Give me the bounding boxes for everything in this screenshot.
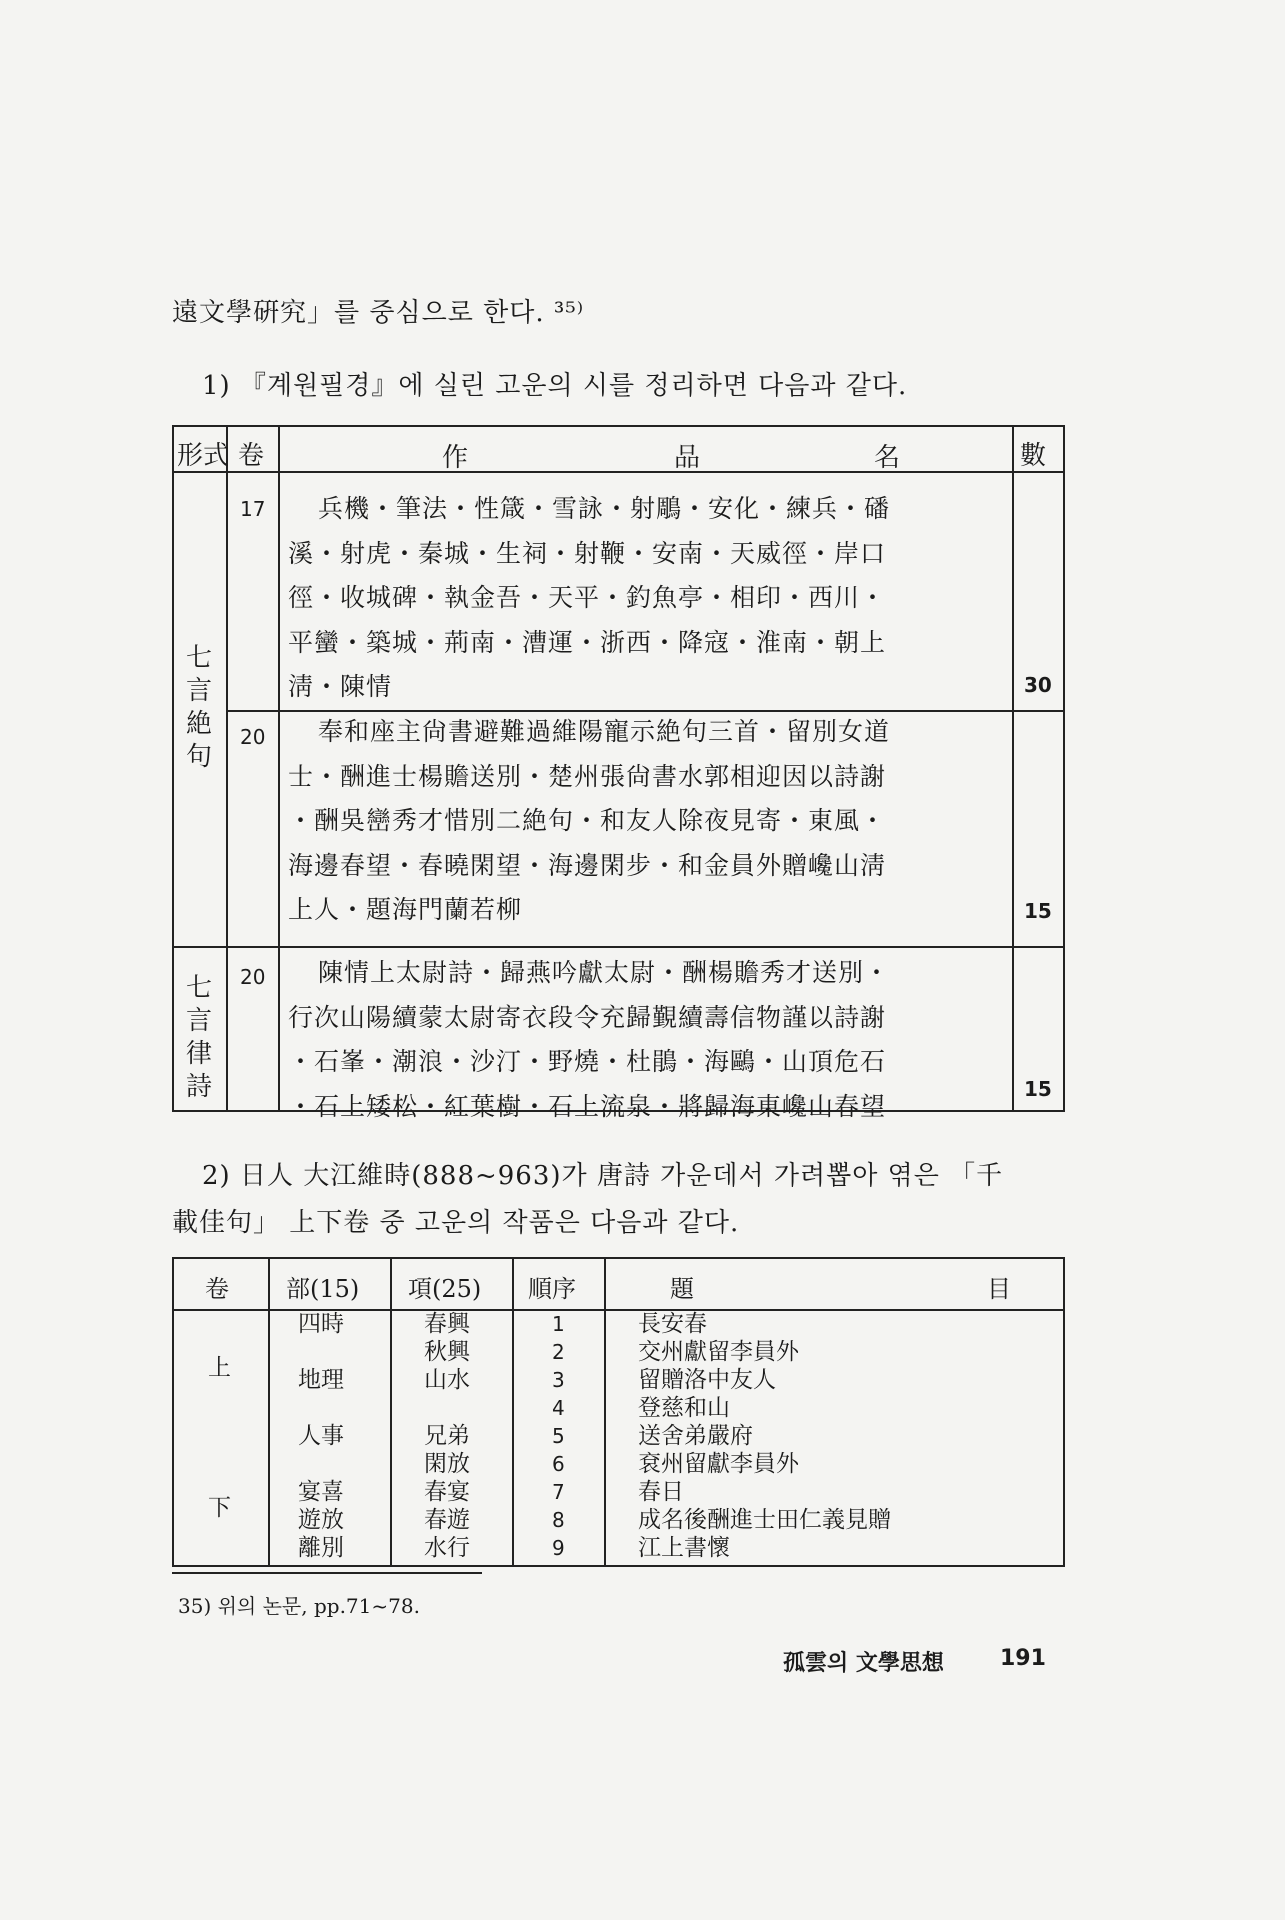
works-cell xyxy=(288,710,890,933)
order-cell: 4 xyxy=(552,1396,565,1420)
works-cell xyxy=(288,951,890,1129)
count-cell: 15 xyxy=(1024,899,1052,923)
col-divider xyxy=(512,1259,514,1565)
works-line: 士・酬進士楊贍送別・楚州張尙書水郭相迎因以詩謝 xyxy=(288,761,887,791)
header-works-2: 品 xyxy=(674,443,701,473)
part-cell: 離別 xyxy=(298,1535,344,1561)
header-title-1: 題 xyxy=(670,1275,694,1303)
order-cell: 9 xyxy=(552,1536,565,1560)
header-order: 順序 xyxy=(528,1275,576,1303)
title-cell: 留贈洛中友人 xyxy=(638,1367,776,1393)
col-divider xyxy=(278,427,280,1110)
col-divider xyxy=(268,1259,270,1565)
works-line: 平蠻・築城・荊南・漕運・浙西・降寇・淮南・朝上 xyxy=(288,627,887,657)
body-line-1: 遠文學硏究」를 중심으로 한다. ³⁵⁾ xyxy=(172,298,585,328)
part-cell: 遊放 xyxy=(298,1507,344,1533)
part-cell: 地理 xyxy=(298,1367,344,1393)
col-divider xyxy=(1063,1259,1065,1565)
running-head: 孤雲의 文學思想 xyxy=(783,1650,944,1676)
works-line: 徑・收城碑・執金吾・天平・釣魚亭・相印・西川・ xyxy=(288,583,887,612)
works-line: 溪・射虎・秦城・生祠・射鞭・安南・天威徑・岸口 xyxy=(288,538,887,568)
header-form: 形式 xyxy=(177,441,230,471)
form-cell-regulated: 七言律詩 xyxy=(185,973,212,1102)
header-rule xyxy=(174,471,1063,473)
anthology-table xyxy=(172,1257,1065,1567)
volume-cell: 20 xyxy=(240,725,266,749)
part-cell: 宴喜 xyxy=(298,1479,344,1505)
col-divider xyxy=(172,1259,174,1565)
col-divider xyxy=(1012,427,1014,1110)
item-cell: 秋興 xyxy=(424,1339,470,1365)
works-line: ・石峯・潮浪・沙汀・野燒・杜鵑・海鷗・山頂危石 xyxy=(288,1047,887,1076)
form-cell-quatrain: 七言絶句 xyxy=(185,643,212,772)
col-divider xyxy=(226,427,228,1110)
works-line: ・石上矮松・紅葉樹・石上流泉・將歸海東巉山春望 xyxy=(288,1091,887,1121)
header-volume: 卷 xyxy=(205,1275,229,1303)
works-line: 海邊春望・春曉閑望・海邊閑步・和金員外贈巉山淸 xyxy=(288,850,887,880)
body-line-4: 載佳句」 上下卷 중 고운의 작품은 다음과 같다. xyxy=(172,1208,740,1238)
title-cell: 袞州留獻李員外 xyxy=(638,1451,799,1477)
item-cell: 閑放 xyxy=(424,1451,470,1477)
volume-lower: 下 xyxy=(208,1495,231,1521)
works-cell xyxy=(288,487,890,710)
works-line: 淸・陳情 xyxy=(288,672,393,701)
header-item: 項(25) xyxy=(408,1275,482,1303)
order-cell: 7 xyxy=(552,1480,565,1504)
works-line: ・酬吳巒秀才惜別二絶句・和友人除夜見寄・東風・ xyxy=(288,806,887,835)
page-number: 191 xyxy=(1000,1646,1046,1671)
works-line: 上人・題海門蘭若柳 xyxy=(288,895,523,924)
col-divider xyxy=(390,1259,392,1565)
footnote-rule xyxy=(172,1572,482,1574)
title-cell: 登慈和山 xyxy=(638,1395,730,1421)
count-cell: 30 xyxy=(1024,673,1052,697)
footnote: 35) 위의 논문, pp.71~78. xyxy=(178,1594,420,1618)
order-cell: 2 xyxy=(552,1340,565,1364)
title-cell: 成名後酬進士田仁義見贈 xyxy=(638,1507,891,1533)
order-cell: 5 xyxy=(552,1424,565,1448)
order-cell: 6 xyxy=(552,1452,565,1476)
body-line-3: 2) 日人 大江維時(888~963)가 唐詩 가운데서 가려뽑아 엮은 「千 xyxy=(202,1161,1004,1191)
count-cell: 15 xyxy=(1024,1077,1052,1101)
poems-table xyxy=(172,425,1065,1121)
works-line: 兵機・筆法・性箴・雪詠・射鵰・安化・練兵・磻 xyxy=(318,494,891,523)
title-cell: 送舍弟嚴府 xyxy=(638,1423,753,1449)
title-cell: 春日 xyxy=(638,1479,684,1505)
col-divider xyxy=(604,1259,606,1565)
header-volume: 卷 xyxy=(238,441,265,471)
title-cell: 交州獻留李員外 xyxy=(638,1339,799,1365)
group-rule xyxy=(174,946,1063,948)
header-title-2: 目 xyxy=(987,1275,1011,1303)
item-cell: 水行 xyxy=(424,1535,470,1561)
header-works-3: 名 xyxy=(874,443,901,473)
item-cell: 春宴 xyxy=(424,1479,470,1505)
works-line: 行次山陽續蒙太尉寄衣段令充歸覲續壽信物謹以詩謝 xyxy=(288,1002,887,1032)
order-cell: 3 xyxy=(552,1368,565,1392)
works-line: 奉和座主尙書避難過維陽寵示絶句三首・留別女道 xyxy=(318,717,891,746)
title-cell: 長安春 xyxy=(638,1311,707,1337)
item-cell: 兄弟 xyxy=(424,1423,470,1449)
volume-upper: 上 xyxy=(208,1355,231,1381)
header-part: 部(15) xyxy=(286,1275,360,1303)
header-count: 數 xyxy=(1020,441,1047,471)
works-line: 陳情上太尉詩・歸燕吟獻太尉・酬楊贍秀才送別・ xyxy=(318,958,891,987)
item-cell: 春興 xyxy=(424,1311,470,1337)
header-works-1: 作 xyxy=(442,443,469,473)
item-cell: 山水 xyxy=(424,1367,470,1393)
volume-cell: 17 xyxy=(240,497,266,521)
order-cell: 8 xyxy=(552,1508,565,1532)
part-cell: 四時 xyxy=(298,1311,344,1337)
item-cell: 春遊 xyxy=(424,1507,470,1533)
volume-cell: 20 xyxy=(240,965,266,989)
order-cell: 1 xyxy=(552,1312,565,1336)
part-cell: 人事 xyxy=(298,1423,344,1449)
title-cell: 江上書懷 xyxy=(638,1535,730,1561)
body-line-2: 1) 『계원필경』에 실린 고운의 시를 정리하면 다음과 같다. xyxy=(202,371,908,401)
